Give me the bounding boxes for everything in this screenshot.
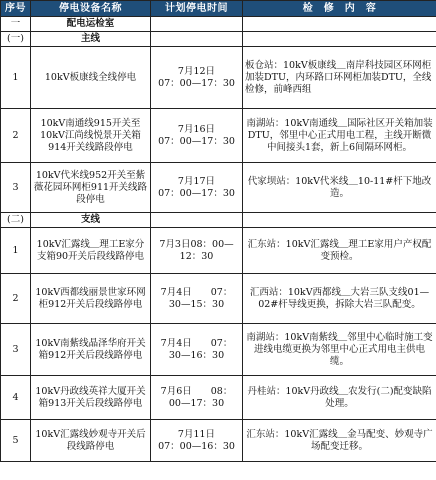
header-time: 计划停电时间 <box>151 1 243 17</box>
table-row <box>1 163 436 213</box>
row-no: 2 <box>1 109 31 163</box>
table-header-row <box>1 1 436 17</box>
group-name: 支线 <box>31 213 151 228</box>
table-row <box>1 228 436 274</box>
row-time: 7月16日 07：00—17：30 <box>151 109 243 163</box>
dept-row <box>1 17 436 32</box>
dept-name: 配电运检室 <box>31 17 151 32</box>
group-row-main <box>1 32 436 47</box>
row-equipment: 10kV南通线915开关至10kV江尚线悦景开关箱914开关线路段停电 <box>31 109 151 163</box>
row-time: 7月4日 07： 30—16：30 <box>151 324 243 376</box>
table-row <box>1 109 436 163</box>
row-no: 3 <box>1 324 31 376</box>
row-time: 7月3日08：00—12：30 <box>151 228 243 274</box>
row-time: 7月12日 07：00—17：30 <box>151 47 243 109</box>
group-row-branch <box>1 213 436 228</box>
table-row <box>1 420 436 462</box>
row-work: 汇东站：10kV汇露线＿金马配变、妙观寺广场配变迁移。 <box>243 420 436 462</box>
table-row <box>1 274 436 324</box>
row-work: 汇东站：10kV汇露线＿理工E家用户产权配变预检。 <box>243 228 436 274</box>
dept-empty-time <box>151 17 243 32</box>
table-row <box>1 324 436 376</box>
row-equipment: 10kV汇露线妙观寺开关后段线路停电 <box>31 420 151 462</box>
group-empty-work <box>243 213 436 228</box>
row-time: 7月17日 07：00—17：30 <box>151 163 243 213</box>
group-no: (二) <box>1 213 31 228</box>
group-no: (一) <box>1 32 31 47</box>
row-equipment: 10kV西都线丽景世家环网柜912开关后段线路停电 <box>31 274 151 324</box>
row-no: 1 <box>1 47 31 109</box>
row-work: 代家坝站：10kV代米线＿10-11#杆下地改造。 <box>243 163 436 213</box>
row-equipment: 10kV汇露线＿理工E家分支箱90开关后段线路停电 <box>31 228 151 274</box>
group-empty-work <box>243 32 436 47</box>
row-work: 南湖站：10kV南紫线＿邻里中心临时施工变进线电缆更换为邻里中心正式用电主供电缆。 <box>243 324 436 376</box>
row-no: 2 <box>1 274 31 324</box>
header-work: 检 修 内 容 <box>243 1 436 17</box>
row-no: 3 <box>1 163 31 213</box>
table-row <box>1 376 436 420</box>
dept-no: 一 <box>1 17 31 32</box>
table-row <box>1 47 436 109</box>
row-work: 汇西站：10kV西都线＿大岩三队支线01—02#杆导线更换，拆除大岩三队配变。 <box>243 274 436 324</box>
group-name: 主线 <box>31 32 151 47</box>
row-no: 1 <box>1 228 31 274</box>
row-work: 丹桂站：10kV丹政线＿农发行(二)配变缺陷处理。 <box>243 376 436 420</box>
row-work: 板仓站：10kV板康线＿南岸科技园区环网柜加装DTU，内环路口环网柜加装DTU，全线检修，前峰西组 <box>243 47 436 109</box>
row-time: 7月4日 07： 30—15：30 <box>151 274 243 324</box>
row-equipment: 10kV板康线全线停电 <box>31 47 151 109</box>
row-time: 7月11日 07：00—16：30 <box>151 420 243 462</box>
row-time: 7月6日 08： 00—17：30 <box>151 376 243 420</box>
header-equipment: 停电设备名称 <box>31 1 151 17</box>
row-equipment: 10kV代米线952开关至紫薇花园环网柜911开关线路段停电 <box>31 163 151 213</box>
group-empty-time <box>151 213 243 228</box>
dept-empty-work <box>243 17 436 32</box>
group-empty-time <box>151 32 243 47</box>
row-equipment: 10kV南紫线晶泽华府开关箱912开关后段线路停电 <box>31 324 151 376</box>
header-no: 序号 <box>1 1 31 17</box>
row-no: 4 <box>1 376 31 420</box>
row-no: 5 <box>1 420 31 462</box>
row-equipment: 10kV丹政线英祥大厦开关箱913开关后段线路停电 <box>31 376 151 420</box>
row-work: 南湖站：10kV南通线＿国际社区开关箱加装DTU，邻里中心正式用电工程，主线开断微中间接头1套，新上6间隔环网柜。 <box>243 109 436 163</box>
